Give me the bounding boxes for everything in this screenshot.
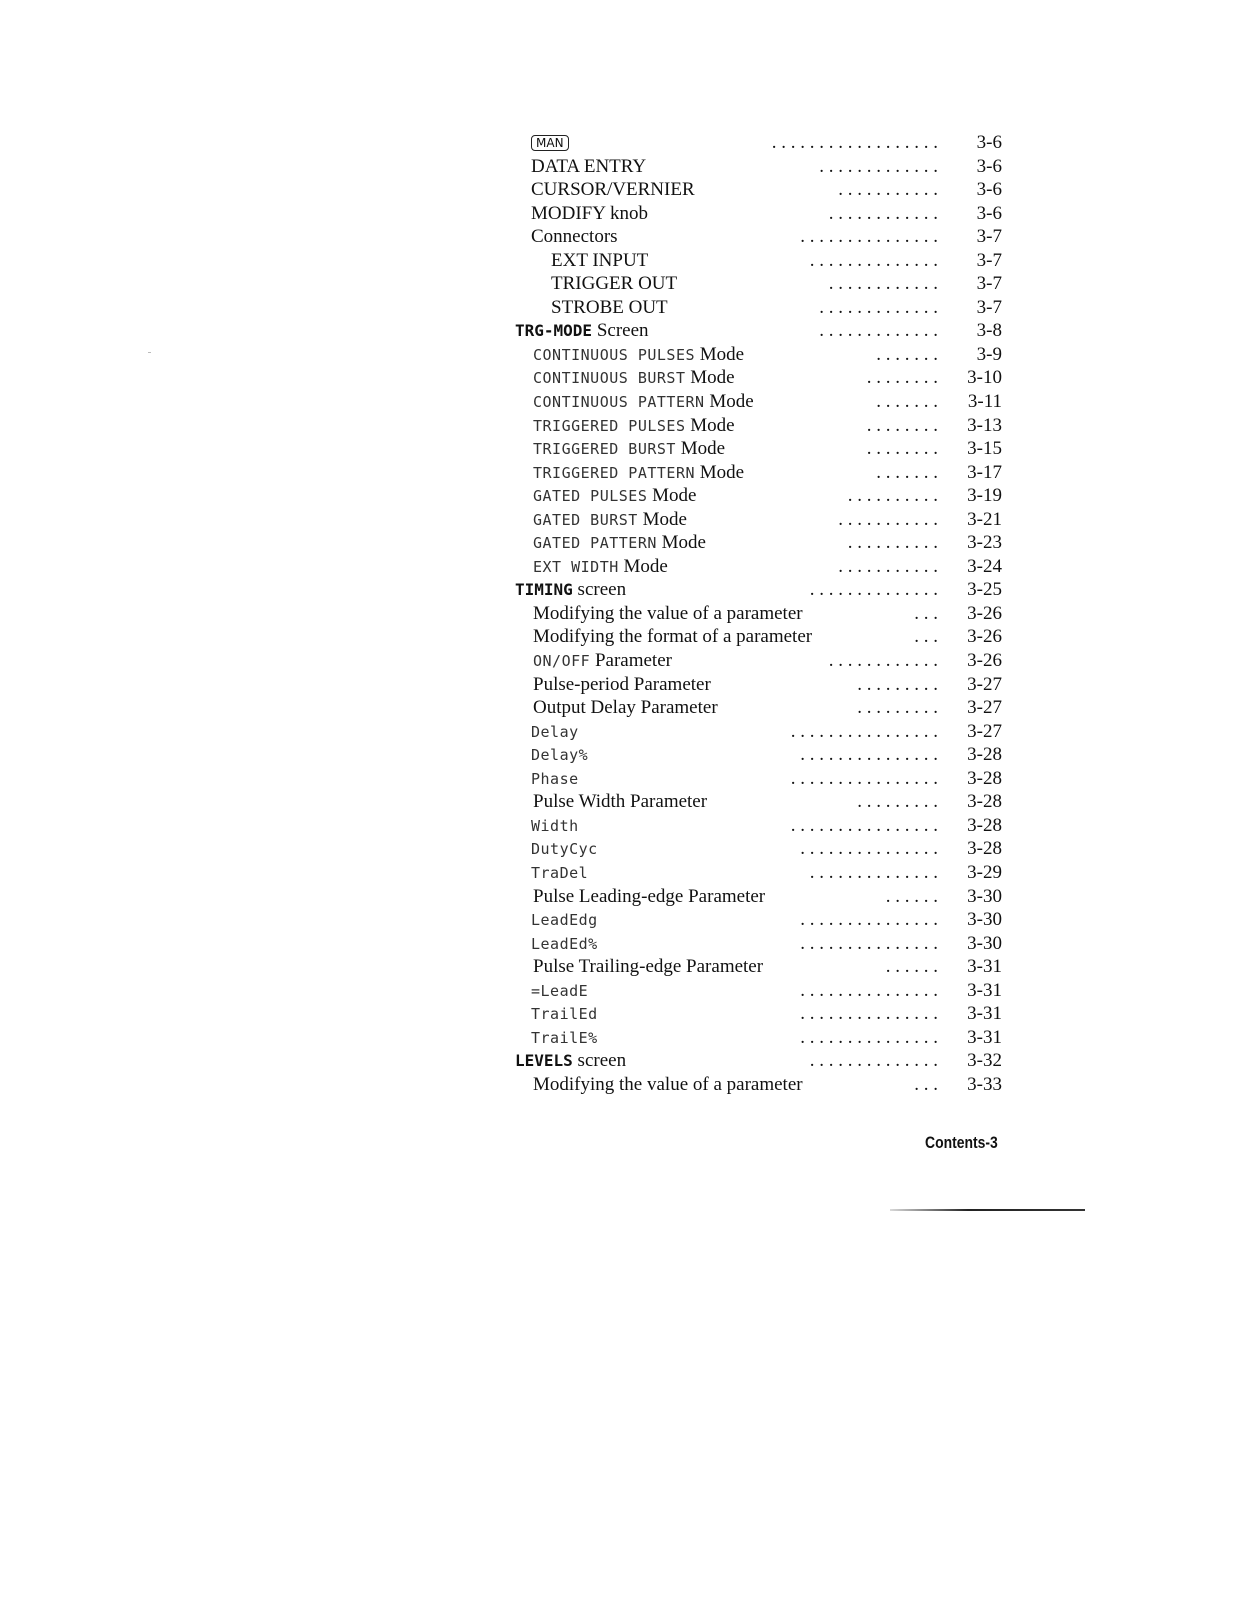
toc-page-number: 3-9: [976, 343, 1002, 365]
toc-page-number: 3-25: [967, 579, 1002, 601]
toc-entry-label: [551, 296, 668, 320]
toc-entry-label: [531, 225, 618, 249]
toc-page-number: 3-19: [967, 485, 1002, 507]
toc-entry: [0, 837, 1235, 861]
entry-text: EXT INPUT: [551, 249, 649, 271]
toc-leader-dots: . . . . . . . . . . .: [838, 508, 938, 530]
toc-entry: [0, 673, 1235, 697]
toc-entry-label: [533, 508, 687, 533]
toc-entry: [0, 861, 1235, 885]
toc-leader-dots: . . . . . . . . .: [857, 697, 938, 719]
toc-leader-dots: . . . . . . . . . . . . . .: [809, 579, 938, 601]
toc-entry-label: [531, 908, 598, 933]
entry-text: Mode: [656, 532, 706, 554]
toc-entry-label: [531, 767, 579, 792]
toc-leader-dots: . . . . . . . . .: [857, 791, 938, 813]
toc-entry: [0, 249, 1235, 273]
toc-page-number: 3-26: [967, 626, 1002, 648]
entry-text: MODIFY knob: [531, 202, 648, 224]
toc-leader-dots: . . .: [914, 1073, 938, 1095]
toc-page-number: 3-6: [976, 202, 1002, 224]
toc-page-number: 3-13: [967, 414, 1002, 436]
display-text: TrailEd: [531, 1005, 598, 1024]
toc-leader-dots: . . . . . . . . . . . . . .: [809, 1050, 938, 1072]
toc-page-number: 3-17: [967, 461, 1002, 483]
table-of-contents: [0, 131, 1235, 1096]
entry-text: Mode: [695, 343, 745, 365]
toc-leader-dots: . . . . . . .: [876, 343, 938, 365]
display-text: GATED PULSES: [533, 487, 648, 506]
toc-page-number: 3-7: [976, 296, 1002, 318]
toc-entry-label: [533, 555, 668, 580]
toc-entry: [0, 885, 1235, 909]
toc-entry: [0, 484, 1235, 508]
toc-entry-label: [533, 366, 735, 391]
toc-page-number: 3-23: [967, 532, 1002, 554]
toc-entry-label: [533, 390, 754, 415]
toc-entry: [0, 319, 1235, 343]
toc-page-number: 3-24: [967, 555, 1002, 577]
toc-leader-dots: . . . . . . .: [876, 461, 938, 483]
entry-text: Screen: [592, 320, 649, 342]
entry-text: Mode: [695, 461, 745, 483]
toc-entry-label: [533, 790, 707, 814]
toc-entry: [0, 720, 1235, 744]
toc-entry: [0, 1026, 1235, 1050]
display-text: Delay%: [531, 746, 589, 765]
toc-entry-label: [533, 602, 803, 626]
toc-entry: [0, 437, 1235, 461]
toc-entry: [0, 202, 1235, 226]
toc-leader-dots: . . . . . . . . . . . .: [828, 650, 938, 672]
display-text: ON/OFF: [533, 652, 591, 671]
entry-text: Connectors: [531, 226, 618, 248]
toc-leader-dots: . . . . . . . . . . .: [838, 179, 938, 201]
toc-page-number: 3-7: [976, 249, 1002, 271]
display-text: GATED BURST: [533, 510, 638, 529]
toc-leader-dots: . . . . . . . .: [866, 414, 938, 436]
toc-leader-dots: . . . . . . . . . . . . . . .: [800, 932, 938, 954]
toc-page-number: 3-30: [967, 885, 1002, 907]
toc-entry-label: [533, 461, 744, 486]
toc-entry: [0, 1073, 1235, 1097]
toc-leader-dots: . . . . . . . . . .: [847, 532, 938, 554]
entry-text: DATA ENTRY: [531, 155, 647, 177]
toc-entry-label: [531, 932, 598, 957]
toc-entry-label: [531, 861, 588, 886]
entry-text: Pulse Width Parameter: [533, 791, 708, 813]
toc-entry-label: [531, 1002, 598, 1027]
toc-page-number: 3-30: [967, 932, 1002, 954]
toc-entry: [0, 555, 1235, 579]
toc-entry: [0, 696, 1235, 720]
toc-entry-label: [533, 414, 735, 439]
toc-page-number: 3-7: [976, 226, 1002, 248]
display-text: Delay: [531, 722, 579, 741]
toc-page-number: 3-32: [967, 1050, 1002, 1072]
toc-leader-dots: . . . . . .: [885, 885, 938, 907]
entry-text: Mode: [685, 414, 735, 436]
toc-leader-dots: . . . . . . . . . . . . .: [819, 320, 938, 342]
toc-entry-label: [551, 249, 648, 273]
toc-entry: [0, 531, 1235, 555]
display-text: Phase: [531, 769, 579, 788]
entry-text: screen: [572, 1050, 627, 1072]
toc-leader-dots: . . .: [914, 602, 938, 624]
toc-page-number: 3-28: [967, 838, 1002, 860]
toc-entry-label: [515, 319, 649, 343]
toc-leader-dots: . . .: [914, 626, 938, 648]
toc-entry-label: [531, 979, 588, 1004]
toc-page-number: 3-27: [967, 720, 1002, 742]
entry-text: Mode: [675, 438, 726, 460]
toc-entry: [0, 1049, 1235, 1073]
toc-entry-label: [531, 155, 646, 179]
entry-text: Output Delay Parameter: [533, 697, 718, 719]
toc-page-number: 3-31: [967, 1003, 1002, 1025]
toc-entry: [0, 908, 1235, 932]
toc-page-number: 3-27: [967, 697, 1002, 719]
toc-leader-dots: . . . . . . . . . . . . . . .: [800, 909, 938, 931]
toc-page-number: 3-6: [976, 179, 1002, 201]
toc-entry: [0, 1002, 1235, 1026]
entry-text: Mode: [685, 367, 735, 389]
toc-page-number: 3-15: [967, 438, 1002, 460]
toc-entry: [0, 296, 1235, 320]
toc-entry-label: [515, 578, 626, 602]
toc-entry-label: [533, 437, 725, 462]
toc-entry: [0, 366, 1235, 390]
toc-entry: [0, 272, 1235, 296]
entry-text: Modifying the format of a parameter: [533, 626, 813, 648]
toc-entry-label: [531, 202, 648, 226]
toc-entry-label: [533, 531, 706, 556]
toc-entry-label: [533, 885, 765, 909]
toc-page-number: 3-10: [967, 367, 1002, 389]
toc-leader-dots: . . . . . . . . . . . .: [828, 273, 938, 295]
toc-page-number: 3-28: [967, 744, 1002, 766]
display-text: TRIGGERED PULSES: [533, 416, 686, 435]
toc-entry-label: [531, 743, 588, 768]
screen-name: TIMING: [515, 580, 573, 600]
toc-entry-label: [531, 720, 579, 745]
toc-page-number: 3-6: [976, 132, 1002, 153]
entry-text: Mode: [618, 555, 668, 577]
toc-page-number: 3-33: [967, 1073, 1002, 1095]
toc-page-number: 3-27: [967, 673, 1002, 695]
toc-page-number: 3-28: [967, 814, 1002, 836]
entry-text: Mode: [647, 485, 697, 507]
toc-entry-label: [531, 131, 569, 155]
entry-text: TRIGGER OUT: [551, 273, 678, 295]
toc-entry: [0, 131, 1235, 155]
toc-entry-label: [533, 955, 763, 979]
toc-leader-dots: . . . . . . . . . . . .: [828, 202, 938, 224]
toc-entry-label: [533, 696, 718, 720]
toc-leader-dots: . . . . . . . .: [866, 438, 938, 460]
toc-entry: [0, 414, 1235, 438]
screen-name: TRG-MODE: [515, 321, 593, 341]
entry-text: CURSOR/VERNIER: [531, 179, 695, 201]
display-text: TRIGGERED PATTERN: [533, 463, 696, 482]
toc-leader-dots: . . . . . . .: [876, 391, 938, 413]
scan-edge-line: [890, 1209, 1085, 1211]
man-key-icon: MAN: [531, 135, 569, 151]
toc-entry: [0, 955, 1235, 979]
toc-leader-dots: . . . . . . . . . . . . .: [819, 155, 938, 177]
toc-entry: [0, 155, 1235, 179]
toc-leader-dots: . . . . . . . . . . . . . . .: [800, 838, 938, 860]
toc-entry-label: [533, 649, 672, 674]
display-text: CONTINUOUS BURST: [533, 369, 686, 388]
entry-text: Modifying the value of a parameter: [533, 1073, 803, 1095]
toc-page-number: 3-7: [976, 273, 1002, 295]
toc-entry: [0, 225, 1235, 249]
toc-page-number: 3-11: [967, 391, 1002, 413]
toc-entry: [0, 649, 1235, 673]
display-text: Width: [531, 816, 579, 835]
display-text: DutyCyc: [531, 840, 598, 859]
entry-text: STROBE OUT: [551, 296, 668, 318]
toc-entry: [0, 625, 1235, 649]
toc-entry: [0, 343, 1235, 367]
toc-entry-label: [515, 1049, 626, 1073]
toc-entry: [0, 767, 1235, 791]
toc-entry-label: [531, 178, 695, 202]
toc-entry-label: [533, 673, 711, 697]
toc-entry-label: [551, 272, 677, 296]
entry-text: screen: [572, 579, 627, 601]
toc-entry: [0, 932, 1235, 956]
toc-page-number: 3-26: [967, 650, 1002, 672]
toc-leader-dots: . . . . . . . .: [866, 367, 938, 389]
display-text: TraDel: [531, 863, 589, 882]
display-text: LeadEdg: [531, 911, 598, 930]
display-text: CONTINUOUS PATTERN: [533, 393, 705, 412]
toc-leader-dots: . . . . . . . . . .: [847, 485, 938, 507]
toc-entry-label: [531, 837, 598, 862]
toc-leader-dots: . . . . . . . . . . . . . . .: [800, 1003, 938, 1025]
entry-text: Modifying the value of a parameter: [533, 602, 803, 624]
toc-leader-dots: . . . . . . . . . . . . . .: [809, 861, 938, 883]
toc-page-number: 3-8: [976, 320, 1002, 342]
entry-text: Pulse Trailing-edge Parameter: [533, 956, 764, 978]
toc-leader-dots: . . . . . . . . . . . . .: [819, 296, 938, 318]
toc-page-number: 3-28: [967, 767, 1002, 789]
toc-leader-dots: . . . . . . . . . . . . . . . .: [790, 814, 938, 836]
toc-leader-dots: . . . . . . . . . . . . . .: [809, 249, 938, 271]
display-text: TrailE%: [531, 1028, 598, 1047]
toc-page-number: 3-31: [967, 956, 1002, 978]
display-text: CONTINUOUS PULSES: [533, 345, 696, 364]
display-text: =LeadE: [531, 981, 589, 1000]
toc-leader-dots: . . . . . . . . .: [857, 673, 938, 695]
toc-leader-dots: . . . . . . . . . . . . . . . .: [790, 720, 938, 742]
toc-entry: [0, 390, 1235, 414]
toc-entry-label: [533, 625, 812, 649]
toc-entry: [0, 461, 1235, 485]
display-text: LeadEd%: [531, 934, 598, 953]
toc-entry: [0, 814, 1235, 838]
toc-entry: [0, 178, 1235, 202]
toc-entry-label: [531, 814, 579, 839]
toc-leader-dots: . . . . . .: [885, 956, 938, 978]
entry-text: Mode: [704, 391, 754, 413]
toc-leader-dots: . . . . . . . . . . . . . . . . . .: [771, 132, 938, 153]
toc-leader-dots: . . . . . . . . . . . . . . . .: [790, 767, 938, 789]
toc-page-number: 3-21: [967, 508, 1002, 530]
entry-text: Pulse Leading-edge Parameter: [533, 885, 766, 907]
screen-name: LEVELS: [515, 1051, 573, 1071]
toc-entry-label: [533, 1073, 803, 1097]
toc-leader-dots: . . . . . . . . . . .: [838, 555, 938, 577]
toc-page-number: 3-31: [967, 979, 1002, 1001]
page-footer: Contents-3: [925, 1133, 998, 1152]
toc-entry-label: [531, 1026, 598, 1051]
toc-entry: [0, 743, 1235, 767]
toc-page-number: 3-28: [967, 791, 1002, 813]
display-text: TRIGGERED BURST: [533, 440, 676, 459]
toc-page-number: 3-26: [967, 602, 1002, 624]
toc-entry: [0, 790, 1235, 814]
toc-entry-label: [533, 343, 744, 368]
toc-leader-dots: . . . . . . . . . . . . . . .: [800, 226, 938, 248]
entry-text: Parameter: [590, 650, 672, 672]
toc-leader-dots: . . . . . . . . . . . . . . .: [800, 744, 938, 766]
toc-entry: [0, 578, 1235, 602]
toc-page-number: 3-30: [967, 909, 1002, 931]
entry-text: Pulse-period Parameter: [533, 673, 711, 695]
entry-text: Mode: [637, 508, 687, 530]
toc-entry-label: [533, 484, 696, 509]
display-text: GATED PATTERN: [533, 534, 657, 553]
toc-leader-dots: . . . . . . . . . . . . . . .: [800, 979, 938, 1001]
toc-page-number: 3-6: [976, 155, 1002, 177]
toc-leader-dots: . . . . . . . . . . . . . . .: [800, 1026, 938, 1048]
toc-entry: [0, 979, 1235, 1003]
toc-page-number: 3-31: [967, 1026, 1002, 1048]
display-text: EXT WIDTH: [533, 557, 619, 576]
toc-entry: [0, 602, 1235, 626]
toc-page-number: 3-29: [967, 861, 1002, 883]
toc-entry: [0, 508, 1235, 532]
